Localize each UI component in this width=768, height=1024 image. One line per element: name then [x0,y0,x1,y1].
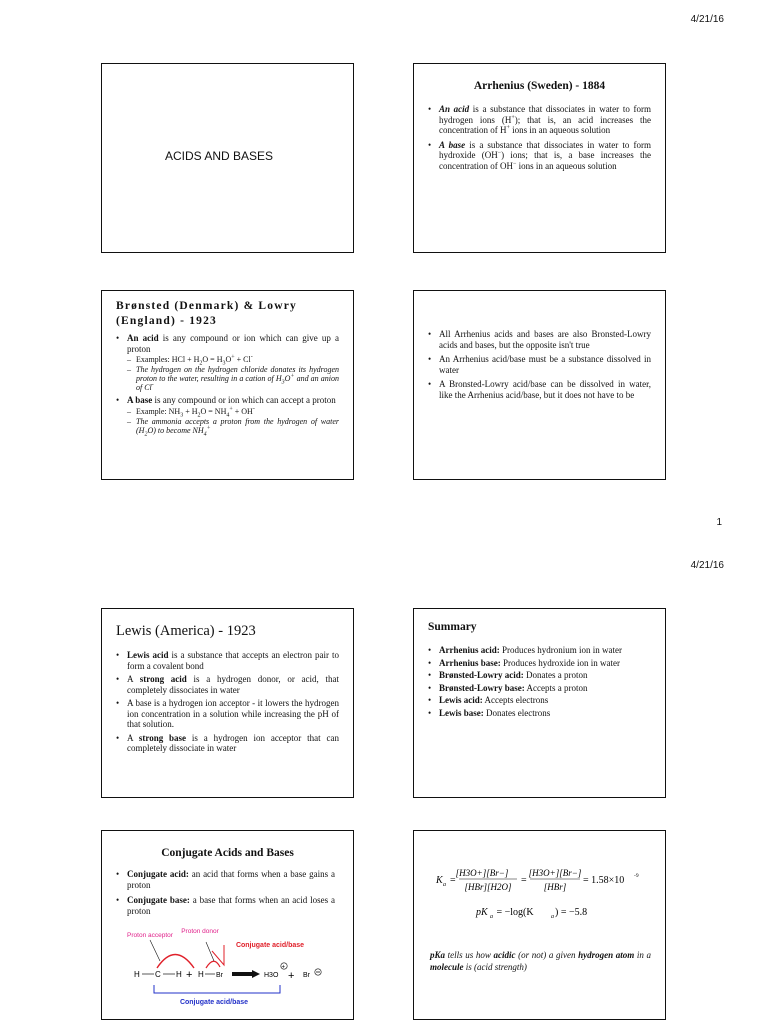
sup: + [206,424,211,431]
sub-list [127,405,339,438]
text: + OH [232,406,253,416]
sup: + [231,354,235,361]
slide-lewis [101,608,354,798]
text: The ammonia accepts a proton from the hydrogen of water (H [136,416,339,435]
pka-sub: a [490,914,493,920]
atom-c: C [155,970,161,979]
ka-exponent: -9 [634,873,639,879]
list-item [127,416,339,438]
ka-symbol: K [436,875,443,886]
list-item [116,395,339,438]
text: in a [634,950,651,960]
text: is a substance that accepts an electron pair to form a covalent bond [127,650,339,671]
list-item [127,365,339,392]
sup: − [497,150,502,156]
term: acidic [493,950,516,960]
text: Accepts a proton [524,682,588,693]
sub: 4 [203,431,207,438]
text: Accepts electrons [482,695,549,705]
sup: - [151,382,154,389]
text: Examples: HCl + H [136,355,200,364]
summary-item [428,670,651,681]
pka-note [430,949,651,973]
slide-summary [413,608,666,798]
term: Conjugate base: [127,895,190,905]
text: is any compound or ion which can give up a proton [127,333,339,354]
term: strong acid [139,674,187,684]
summary-item [428,708,651,719]
frac2-numerator: [H3O+][Br−] [528,868,582,878]
slide-arrhenius [413,63,666,253]
text: an acid that forms when a base gains a proton [127,869,336,890]
bullet-list [116,333,339,438]
sup: + [511,114,515,121]
term: Lewis acid: [439,695,483,705]
term: A base [127,395,153,405]
term: Brønsted-Lowry acid: [439,670,524,680]
reaction-arrow [232,970,260,978]
sup: - [252,405,255,412]
text: is (acid strength) [463,962,527,972]
text: is a substance that dissociates in water to form hydrogen ions (H [439,104,651,125]
slide-comparison [413,290,666,480]
text: a base that forms when an acid loses a proton [127,895,336,916]
conjugate-diagram [102,925,355,1020]
page-date: 4/21/16 [690,560,724,571]
sup: - [250,354,253,361]
hydronium: H3O [264,972,279,979]
text: tells us how [445,950,494,960]
slide-heading: Lewis (America) - 1923 [116,623,256,639]
text: A [127,732,139,743]
sub: 3 [281,379,285,386]
term: Lewis base: [439,707,484,718]
list-item [428,104,651,136]
bullet-list [428,104,651,171]
term: Arrhenius base: [439,657,501,668]
text: ions in an aqueous solution [509,125,611,135]
sub: 3 [180,412,184,419]
frac1-numerator: [H3O+][Br−] [455,868,509,878]
sub: 3 [222,360,226,367]
term: Conjugate acid: [127,869,189,879]
term: Brønsted-Lowry base: [439,682,525,693]
slide-bronsted [101,290,354,480]
list-item [116,733,339,754]
sub: 2 [197,412,201,419]
text: A [127,674,140,684]
conjugate-top-label: Conjugate acid/base [235,942,305,949]
sup: + [229,405,233,412]
slide-heading: Arrhenius (Sweden) - 1884 [473,80,606,92]
text: Donates a proton [523,670,588,680]
ka-equation [414,831,667,931]
text: O) to become NH [147,425,204,435]
proton-acceptor-label: Proton acceptor [127,932,173,939]
slide-title [101,63,354,253]
term: strong base [138,732,187,743]
sub: 4 [226,412,230,419]
text: O [225,355,232,364]
text: O = H [202,355,223,364]
sub: 2 [199,360,203,367]
frac1-denominator: [HBr][H2O] [464,882,512,892]
bullet-list [428,329,651,400]
list-item: • A base is a hydrogen ion acceptor - it lowers the hydrogen ion concentration in a solution while increasing the pH of that solution. [116,698,339,730]
list-item [127,354,339,367]
bullet-list [116,650,339,754]
text: is a substance that dissociates in water to form hydroxide (OH [439,139,651,160]
sub-list [127,355,339,392]
list-item [127,405,339,419]
text: The hydrogen on the hydrogen chloride donates its hydrogen proton to the water, resulting in a cation of H [136,365,339,383]
text: ions in an aqueous solution [516,160,617,171]
sup: + [290,373,295,380]
summary-item [428,645,651,656]
plus-charge: + [281,964,286,971]
term: An acid [127,333,159,343]
list-item [116,650,339,671]
text: Produces hydroxide ion in water [500,657,620,668]
term: Lewis acid [127,650,169,660]
arrow-curve-2 [206,961,220,968]
term: A base [439,139,466,150]
text: ) ions; that is, a base increases the concentration of OH [439,150,651,171]
atom-br: Br [216,972,223,979]
slide-heading: Summary [428,621,477,633]
list-item [116,869,335,890]
term: Arrhenius acid: [439,645,500,655]
atom-h: H [198,970,204,979]
sup: + [506,125,510,131]
slide-heading: Conjugate Acids and Bases [161,847,294,859]
text: O = NH [200,406,227,416]
text: (or not) a given [515,950,579,960]
pka-rhs: = −log(K [494,907,534,918]
conjugate-bottom-label: Conjugate acid/base [179,999,249,1006]
pka-end: ) = −5.8 [555,907,588,918]
term: molecule [430,962,464,972]
bullet-list [116,869,335,916]
text: and an anion of Cl [136,374,339,392]
term: An acid [439,104,470,114]
term: pKa [430,950,446,960]
text: Produces hydronium ion in water [499,645,622,655]
text: is a hydrogen donor, or acid, that completely dissociates in water [127,674,340,695]
ka-sub: a [443,882,446,888]
frac2-denominator: [HBr] [543,882,567,892]
pka-symbol: pK [476,907,488,918]
slide-conjugate [101,830,354,1020]
bracket-top [212,945,224,965]
text: O [284,374,291,383]
plus-sign: + [288,970,295,982]
bromide: Br [303,972,310,979]
text: + H [183,406,198,416]
list-item: • All Arrhenius acids and bases are also Bronsted-Lowry acids and bases, but the opposite isn't true [428,329,651,350]
term: hydrogen atom [578,950,635,960]
summary-list [428,645,651,718]
page-date: 4/21/16 [690,14,724,25]
list-item [428,140,651,172]
acceptor-pointer [150,940,160,961]
pka-rhs-sub: a [551,914,554,920]
list-item [116,895,335,916]
list-item: • An Arrhenius acid/base must be a substance dissolved in water [428,354,651,375]
list-item [116,333,339,392]
plus-sign: + [186,969,193,981]
sup: − [512,160,517,167]
text: Donates electrons [483,707,551,718]
slide-heading: Brønsted (Denmark) & Lowry (England) - 1923 [116,300,298,327]
text: Example: NH [136,406,181,416]
svg-text:=: = [450,875,456,886]
summary-item [428,658,651,669]
svg-text:=: = [521,875,527,886]
list-item [116,674,339,695]
list-item: • A Bronsted-Lowry acid/base can be dissolved in water, like the Arrhenius acid/base, but it does not have to be [428,379,651,400]
summary-item [428,683,651,694]
atom-h: H [176,970,182,979]
slide-ka [413,830,666,1020]
ka-value: = 1.58×10 [583,875,625,886]
proton-donor-label: Proton donor [181,928,219,935]
summary-item [428,695,651,706]
atom-h: H [134,970,140,979]
text: + Cl [234,355,251,364]
text: is a hydrogen ion acceptor that can completely dissociate in water [127,732,339,753]
arrow-curve-1 [157,955,194,969]
bracket-bottom [154,985,280,993]
text: is any compound or ion which can accept a proton [152,395,336,405]
slide-title-text: ACIDS AND BASES [165,149,274,163]
page-number: 1 [716,517,722,528]
text: ); that is, an acid increases the concentration of H [439,114,651,135]
sub: 2 [144,431,148,438]
